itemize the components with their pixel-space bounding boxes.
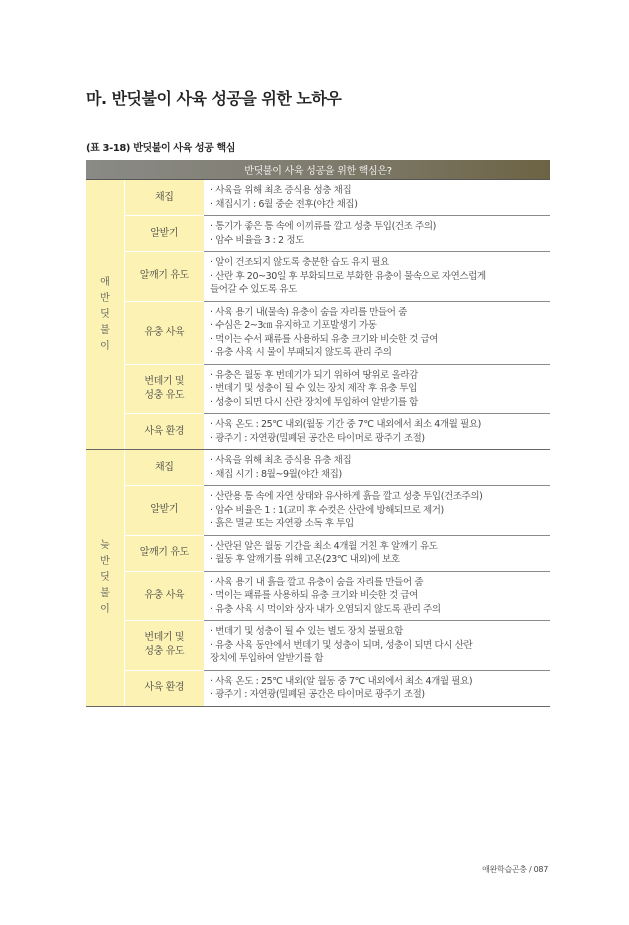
description-cell: [204, 486, 550, 536]
description-line: · 먹이는 수서 패류를 사용하되 유충 크기와 비슷한 것 급여: [210, 333, 439, 345]
description-line: · 사육 용기 내(물속) 유충이 숨을 자리를 만들어 줌: [210, 306, 407, 318]
table-row: [86, 301, 550, 364]
description-line: · 성충이 되면 다시 산란 장치에 투입하여 알받기를 함: [210, 396, 418, 408]
table-row: [86, 216, 550, 252]
description-cell: [204, 301, 550, 364]
category-cell: 알받기: [124, 216, 204, 252]
description-line: · 월동 후 알깨기를 위해 고온(23℃ 내외)에 보호: [210, 554, 400, 565]
table-row: [86, 535, 550, 571]
description-line: · 사육 온도 : 25℃ 내외(월동 기간 중 7℃ 내외에서 최소 4개월 필요): [210, 419, 481, 430]
table-row: [86, 252, 550, 302]
description-line: · 통기가 좋은 통 속에 이끼류를 깔고 성충 투입(건조 주의): [210, 221, 436, 232]
description-line: · 암수 비율은 1 : 1(교미 후 수컷은 산란에 방해되므로 제거): [210, 504, 444, 516]
category-cell: 사육 환경: [124, 670, 204, 706]
description-line: · 수심은 2~3㎝ 유지하고 기포발생기 가동: [210, 320, 377, 331]
section-title: 마. 반딧불이 사육 성공을 위한 노하우: [86, 89, 342, 108]
category-cell: 번데기 및 성충 유도: [124, 621, 204, 671]
group-label: 애 반 딧 불 이: [100, 276, 110, 352]
category-cell: 사육 환경: [124, 414, 204, 450]
table-body: [86, 180, 550, 707]
description-line: · 번데기 및 성충이 될 수 있는 장치 제작 후 유충 투입: [210, 383, 417, 394]
description-cell: [204, 364, 550, 414]
description-cell: [204, 216, 550, 252]
description-line: · 유충 사육 동안에서 번데기 및 성충이 되며, 성충이 되면 다시 산란: [210, 639, 473, 651]
description-line: · 유충 사육 시 물이 부패되지 않도록 관리 주의: [210, 347, 392, 358]
table-row: [86, 571, 550, 621]
description-cell: [204, 414, 550, 450]
description-line: · 번데기 및 성충이 될 수 있는 별도 장치 불필요함: [210, 626, 403, 637]
category-cell: 유충 사육: [124, 571, 204, 621]
category-cell: 채집: [124, 450, 204, 486]
category-cell: 번데기 및 성충 유도: [124, 364, 204, 414]
description-line: · 먹이는 패류를 사용하되 유충 크기와 비슷한 것 급여: [210, 590, 418, 601]
group-cell: [86, 450, 124, 707]
page-footer: 애완학습곤충 / 087: [482, 865, 548, 874]
table-row: [86, 486, 550, 536]
description-cell: [204, 621, 550, 671]
description-line: · 채집 시기 : 8월~9월(야간 채집): [210, 468, 342, 480]
description-line: · 유충 사육 시 먹이와 상자 내가 오염되지 않도록 관리 주의: [210, 603, 441, 615]
table-row: [86, 450, 550, 486]
description-cell: [204, 252, 550, 302]
description-cell: [204, 670, 550, 706]
description-cell: [204, 535, 550, 571]
description-line: · 암수 비율을 3 : 2 정도: [210, 234, 304, 246]
category-cell: 유충 사육: [124, 301, 204, 364]
category-cell: 알깨기 유도: [124, 535, 204, 571]
description-line: · 산란 후 20~30일 후 부화되므로 부화한 유충이 물속으로 자연스럽게: [210, 270, 486, 282]
description-line: 장치에 투입하여 알받기를 함: [210, 653, 324, 664]
table-row: [86, 180, 550, 216]
table-row: [86, 364, 550, 414]
description-line: · 산란용 통 속에 자연 상태와 유사하게 흙을 깔고 성충 투입(건조주의): [210, 491, 483, 502]
table-row: [86, 621, 550, 671]
category-cell: 알받기: [124, 486, 204, 536]
table-caption: (표 3-18) 반딧불이 사육 성공 핵심: [86, 143, 236, 154]
category-cell: 알깨기 유도: [124, 252, 204, 302]
description-line: · 유충은 월동 후 번데기가 되기 위하여 땅위로 올라감: [210, 369, 418, 381]
description-cell: [204, 180, 550, 216]
description-line: · 사육을 위해 최초 증식용 유충 채집: [210, 455, 352, 466]
description-line: · 알이 건조되지 않도록 충분한 습도 유지 필요: [210, 257, 389, 268]
table-row: [86, 670, 550, 706]
description-line: · 채집시기 : 6월 중순 전후(야간 채집): [210, 198, 358, 210]
description-cell: [204, 571, 550, 621]
group-cell: [86, 180, 124, 450]
table-row: [86, 414, 550, 450]
description-line: · 광주기 : 자연광(밀폐된 공간은 타이머로 광주기 조절): [210, 689, 425, 700]
description-line: · 사육 용기 내 흙을 깔고 유충이 숨을 자리를 만들어 줌: [210, 576, 424, 588]
description-line: · 광주기 : 자연광(밀폐된 공간은 타이머로 광주기 조절): [210, 432, 425, 444]
category-cell: 채집: [124, 180, 204, 216]
description-line: 들어갈 수 있도록 유도: [210, 284, 297, 295]
description-cell: [204, 450, 550, 486]
description-line: · 흙은 멸균 또는 자연광 소독 후 투입: [210, 518, 354, 529]
description-line: · 산란된 알은 월동 기간을 최소 4개월 거친 후 알깨기 유도: [210, 540, 438, 552]
table-header: 반딧불이 사육 성공을 위한 핵심은?: [86, 160, 550, 180]
group-label: 늦 반 딧 불 이: [100, 539, 110, 615]
description-line: · 사육을 위해 최초 증식용 성충 채집: [210, 185, 352, 196]
table-container: [86, 160, 550, 707]
description-line: · 사육 온도 : 25℃ 내외(알 월동 중 7℃ 내외에서 최소 4개월 필요): [210, 675, 473, 687]
husbandry-table: [86, 160, 550, 707]
